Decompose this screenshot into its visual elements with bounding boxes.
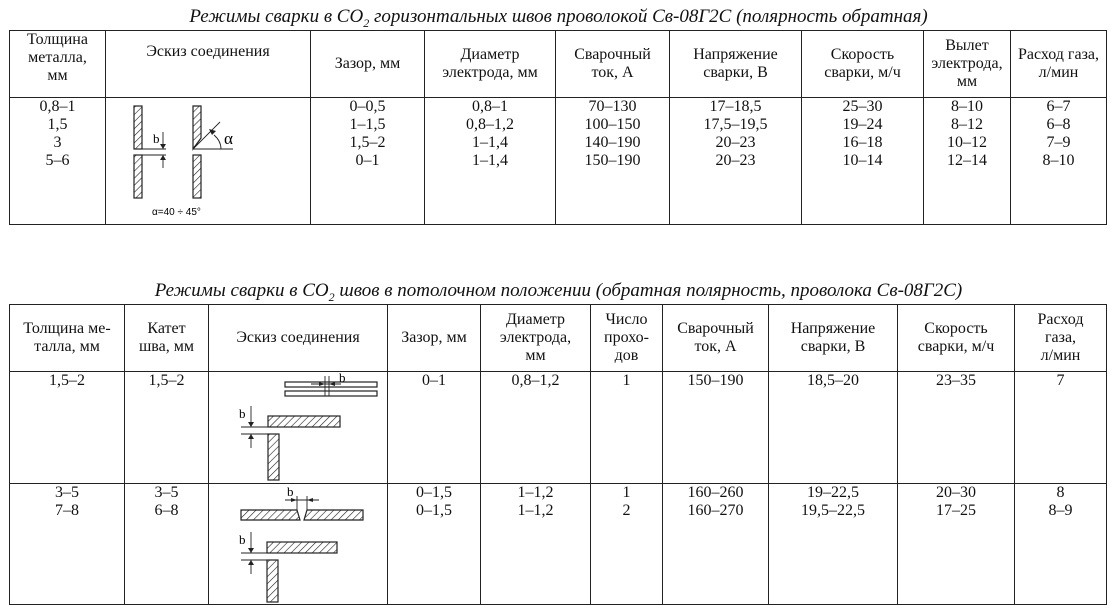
table2-caption [0,280,1117,305]
table2-header-passes: Число прохо- дов [591,305,663,372]
right-plate-lower [193,155,201,198]
table1-header-voltage: Напряжение сварки, В [670,31,802,98]
table1-cell-gas: 6–7 6–8 7–9 8–10 [1011,98,1107,225]
table2-header-row [10,305,1107,372]
lap-plate-bottom [285,391,377,396]
ceiling-joint-sketch-thick [211,484,386,603]
table2-caption-post: швов в потолочном положении (обратная полярность, проволока Св-08Г2С) [334,280,963,301]
table2-r2-gap: 0–1,5 0–1,5 [388,484,481,605]
table2-r2-voltage: 19–22,5 19,5–22,5 [769,484,898,605]
t2-web [267,560,278,602]
t-flange [268,416,340,427]
table2-r2-sketch [209,484,388,605]
bevel-angle-note: α=40 ÷ 45° [152,207,201,218]
table2-r1-leg: 1,5–2 [125,372,209,484]
table2-header-voltage: Напряжение сварки, В [769,305,898,372]
gap-label-b-t2: b [238,532,245,547]
left-plate-lower [134,155,142,198]
table2-r1-current: 150–190 [663,372,769,484]
table1-caption-post: горизонтальных швов проволокой Св-08Г2С (полярность обратная) [369,6,928,27]
table1-header-row [10,31,1107,98]
table1-data-row [10,98,1107,225]
table2-r2-diameter: 1–1,2 1–1,2 [481,484,591,605]
gap-label-b-top: b [338,372,345,385]
table2-row-2 [10,484,1107,605]
table1-header-current: Сварочный ток, А [556,31,670,98]
table1-cell-gap: 0–0,5 1–1,5 1,5–2 0–1 [311,98,425,225]
table2-header-leg: Катет шва, мм [125,305,209,372]
table2-r1-sketch [209,372,388,484]
table1-cell-diameter: 0,8–1 0,8–1,2 1–1,4 1–1,4 [425,98,556,225]
table2-r1-speed: 23–35 [898,372,1015,484]
table1-header-thickness: Толщина металла, мм [10,31,106,98]
table1-caption-pre: Режимы сварки в CO [189,6,364,27]
gap-label-b-butt: b [286,484,293,499]
left-plate-upper [134,106,142,149]
horizontal-joint-sketch [108,98,308,223]
table1-header-sketch: Эскиз соединения [106,31,311,98]
table2-r2-leg: 3–5 6–8 [125,484,209,605]
table2-header-sketch: Эскиз соединения [209,305,388,372]
bevel-angle-alpha: α [224,129,233,148]
table1-caption-sub: 2 [363,15,370,30]
table2-r1-voltage: 18,5–20 [769,372,898,484]
table2-r2-gas: 8 8–9 [1015,484,1107,605]
table1-cell-thickness: 0,8–1 1,5 3 5–6 [10,98,106,225]
butt-plate-right [304,510,363,520]
table2-r2-current: 160–260 160–270 [663,484,769,605]
table2-r2-thickness: 3–5 7–8 [10,484,125,605]
table2-r1-gas: 7 [1015,372,1107,484]
butt-plate-left [241,510,300,520]
table2-r2-speed: 20–30 17–25 [898,484,1015,605]
table1-cell-current: 70–130 100–150 140–190 150–190 [556,98,670,225]
ceiling-joint-sketch-thin [211,372,386,482]
table2-header-thickness: Толщина ме- талла, мм [10,305,125,372]
table1 [9,30,1107,225]
table2-header-speed: Скорость сварки, м/ч [898,305,1015,372]
table1-cell-sketch [106,98,311,225]
table2-r2-passes: 1 2 [591,484,663,605]
table2-header-gap: Зазор, мм [388,305,481,372]
table1-header-speed: Скорость сварки, м/ч [802,31,924,98]
gap-label-b-t: b [238,406,245,421]
table1-cell-stickout: 8–10 8–12 10–12 12–14 [924,98,1011,225]
table1-cell-speed: 25–30 19–24 16–18 10–14 [802,98,924,225]
gap-label-b: b [153,131,160,146]
table2-row-1 [10,372,1107,484]
table2-header-gas: Расход газа, л/мин [1015,305,1107,372]
table2 [9,304,1107,605]
table2-r1-thickness: 1,5–2 [10,372,125,484]
table1-cell-voltage: 17–18,5 17,5–19,5 20–23 20–23 [670,98,802,225]
table2-header-current: Сварочный ток, А [663,305,769,372]
table2-r1-gap: 0–1 [388,372,481,484]
table1-caption [0,6,1117,31]
table2-r1-passes: 1 [591,372,663,484]
table1-header-gas: Расход газа, л/мин [1011,31,1107,98]
table2-header-diameter: Диаметр электрода, мм [481,305,591,372]
table1-header-diameter: Диаметр электрода, мм [425,31,556,98]
table2-caption-sub: 2 [328,289,335,304]
t-web [268,434,279,480]
table1-header-gap: Зазор, мм [311,31,425,98]
t2-flange [267,542,337,553]
table1-header-stickout: Вылет электрода, мм [924,31,1011,98]
table2-r1-diameter: 0,8–1,2 [481,372,591,484]
table2-caption-pre: Режимы сварки в CO [154,280,329,301]
